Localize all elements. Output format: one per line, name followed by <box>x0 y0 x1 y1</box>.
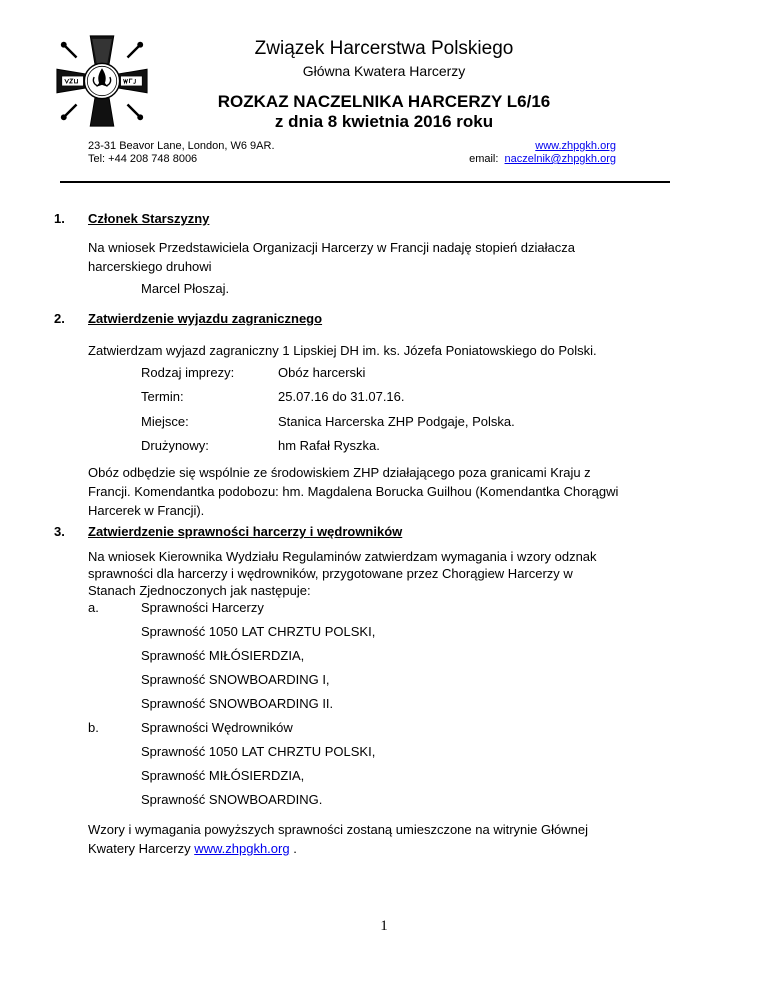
order-date: z dnia 8 kwietnia 2016 roku <box>274 112 494 131</box>
paragraph-line: Na wniosek Kierownika Wydziału Regulaminów zatwierdzam wymagania i wzory odznak <box>88 549 597 564</box>
section-2-note <box>88 463 674 520</box>
closing-suffix: . <box>289 841 297 856</box>
email-label: email: <box>469 153 499 165</box>
trip-value: Stanica Harcerska ZHP Podgaje, Polska. <box>278 414 515 429</box>
section-3-heading <box>54 524 402 539</box>
group-a-title: Sprawności Harcerzy <box>141 600 264 615</box>
paragraph-line: harcerskiego druhowi <box>88 259 212 274</box>
email-link[interactable]: naczelnik@zhpgkh.org <box>504 153 616 165</box>
section-3-closing <box>88 820 674 858</box>
section-number: 2. <box>54 311 65 326</box>
contact-block <box>469 140 616 166</box>
list-item: Sprawność MIŁÓSIERDZIA, <box>141 648 305 663</box>
phone-line: Tel: +44 208 748 8006 <box>88 153 198 165</box>
section-title: Członek Starszyzny <box>88 211 210 226</box>
website-link[interactable]: www.zhpgkh.org <box>535 140 616 152</box>
organization-subtitle: Główna Kwatera Harcerzy <box>302 63 466 79</box>
list-marker-a: a. <box>88 600 99 615</box>
page-number: 1 <box>380 918 388 934</box>
section-1-heading <box>54 211 209 226</box>
website-link[interactable]: www.zhpgkh.org <box>194 841 290 856</box>
paragraph-line: Wzory i wymagania powyższych sprawności zostaną umieszczone na witrynie Głównej <box>88 822 588 837</box>
section-number: 3. <box>54 524 65 539</box>
paragraph-line: Harcerek w Francji). <box>88 503 205 518</box>
list-item: Sprawność MIŁÓSIERDZIA, <box>141 768 305 783</box>
list-item: Sprawność SNOWBOARDING. <box>141 792 323 807</box>
order-title-block <box>0 92 768 132</box>
trip-value: Obóz harcerski <box>278 365 366 380</box>
trip-label: Termin: <box>141 389 184 404</box>
section-title: Zatwierdzenie sprawności harcerzy i wędrowników <box>88 524 403 539</box>
paragraph-line: Obóz odbędzie się wspólnie ze środowiskiem ZHP działającego poza granicami Kraju z <box>88 465 591 480</box>
order-title: ROZKAZ NACZELNIKA HARCERZY L6/16 <box>217 92 551 111</box>
list-item: Sprawność 1050 LAT CHRZTU POLSKI, <box>141 624 376 639</box>
paragraph-line <box>88 839 674 858</box>
trip-value: 25.07.16 do 31.07.16. <box>278 389 405 404</box>
paragraph-line: sprawności dla harcerzy i wędrowników, przygotowane przez Chorągiew Harcerzy w <box>88 566 573 581</box>
section-title: Zatwierdzenie wyjazdu zagranicznego <box>88 311 323 326</box>
section-1-paragraph <box>88 238 674 276</box>
list-marker-b: b. <box>88 720 99 735</box>
closing-prefix: Kwatery Harcerzy <box>88 841 191 856</box>
list-item: Sprawność 1050 LAT CHRZTU POLSKI, <box>141 744 376 759</box>
address-block <box>88 140 275 166</box>
paragraph-line: Francji. Komendantka podobozu: hm. Magdalena Borucka Guilhou (Komendantka Chorągwi <box>88 484 619 499</box>
section-2-intro: Zatwierdzam wyjazd zagraniczny 1 Lipskiej DH im. ks. Józefa Poniatowskiego do Polski. <box>88 343 597 358</box>
section-number: 1. <box>54 211 65 226</box>
trip-label: Miejsce: <box>141 414 189 429</box>
header-divider <box>60 181 670 183</box>
trip-label: Rodzaj imprezy: <box>141 365 235 380</box>
section-3-intro <box>88 548 674 599</box>
section-2-heading <box>54 311 322 326</box>
group-b-title: Sprawności Wędrowników <box>141 720 293 735</box>
trip-label: Drużynowy: <box>141 438 209 453</box>
list-item: Sprawność SNOWBOARDING II. <box>141 696 334 711</box>
trip-value: hm Rafał Ryszka. <box>278 438 380 453</box>
paragraph-line: Stanach Zjednoczonych jak następuje: <box>88 583 311 598</box>
list-item: Sprawność SNOWBOARDING I, <box>141 672 330 687</box>
organization-title: Związek Harcerstwa Polskiego <box>254 38 514 59</box>
address-line: 23-31 Beavor Lane, London, W6 9AR. <box>88 140 275 152</box>
paragraph-line: Na wniosek Przedstawiciela Organizacji Harcerzy w Francji nadaję stopień działacza <box>88 240 575 255</box>
awarded-name: Marcel Płoszaj. <box>141 281 230 296</box>
